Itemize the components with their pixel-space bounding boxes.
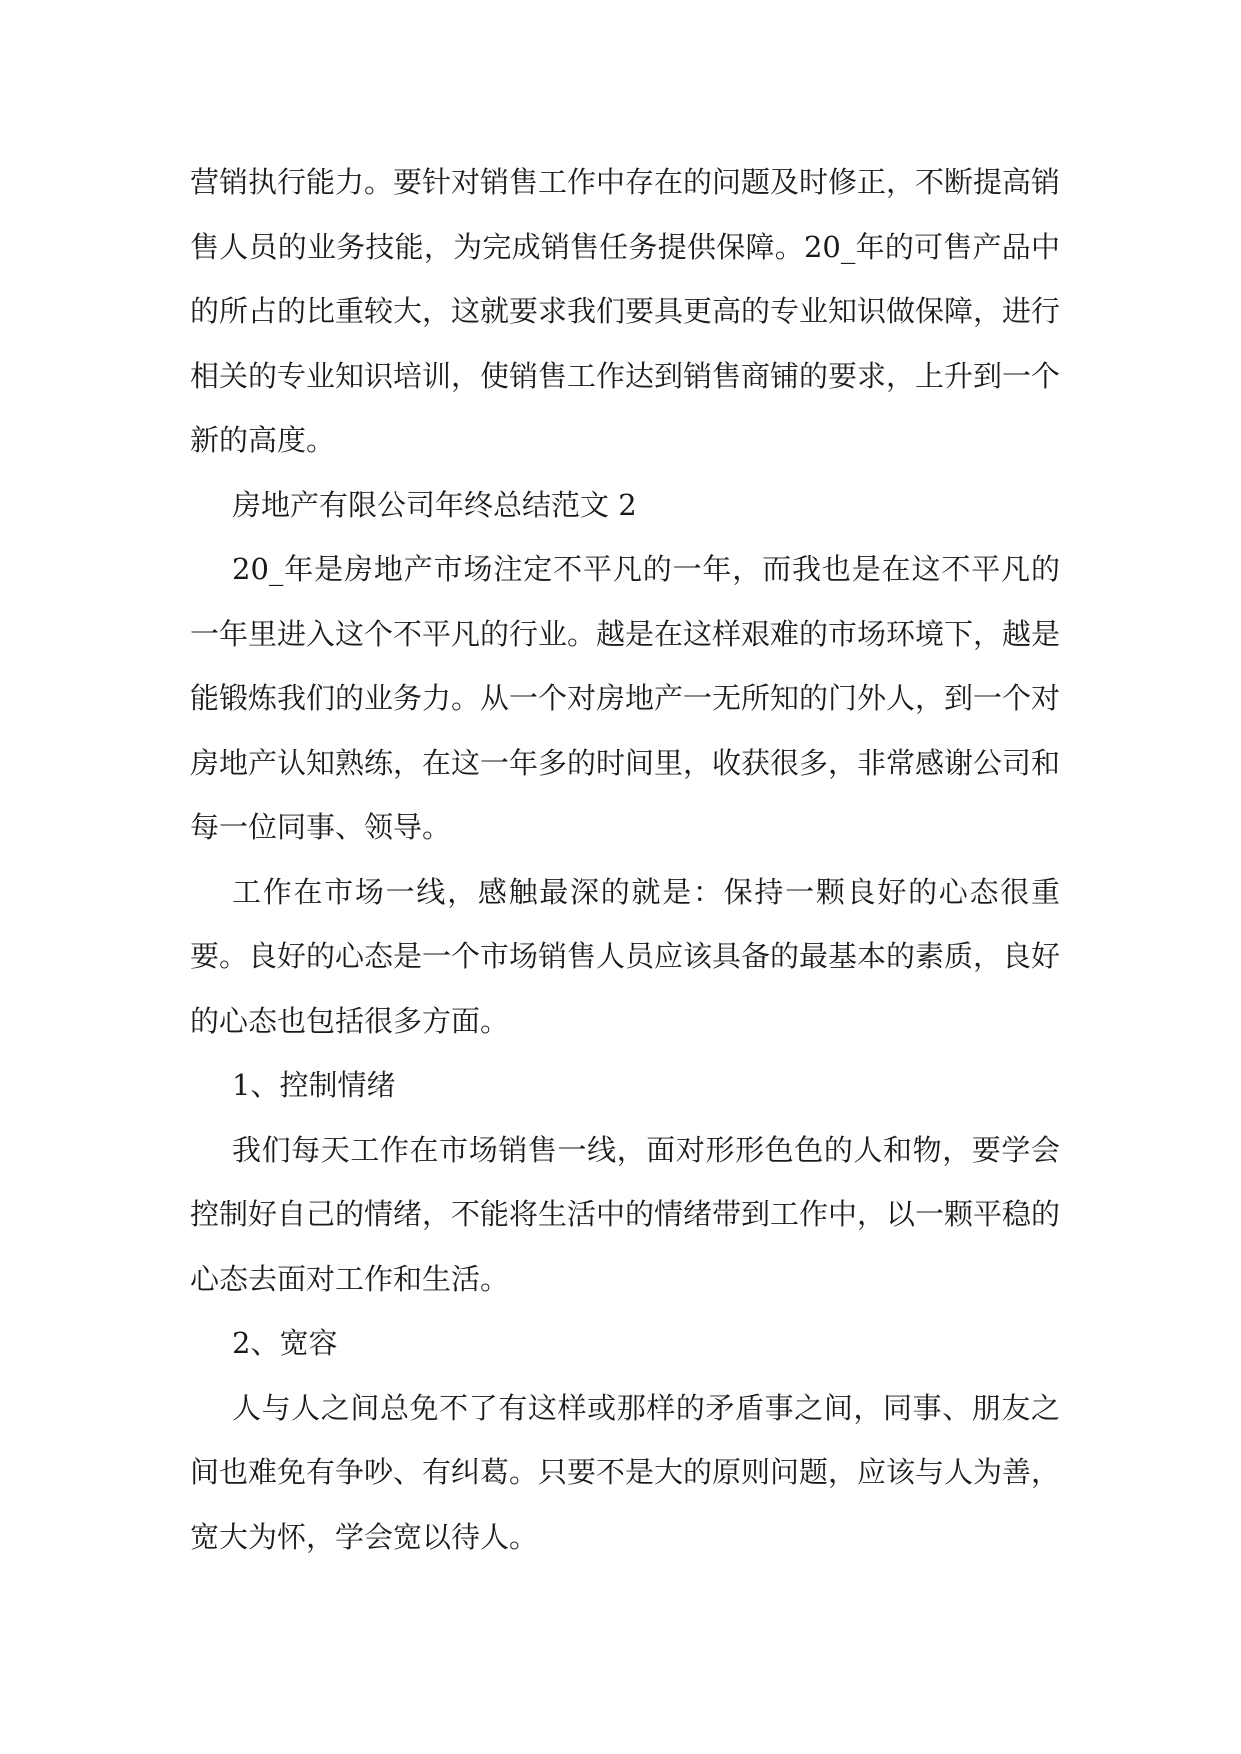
body-paragraph: 工作在市场一线，感触最深的就是：保持一颗良好的心态很重要。良好的心态是一个市场销售人员应该具备的最基本的素质，良好的心态也包括很多方面。 (190, 874, 1061, 1038)
body-paragraph: 营销执行能力。要针对销售工作中存在的问题及时修正，不断提高销售人员的业务技能，为完成销售任务提供保障。20_年的可售产品中的所占的比重较大，这就要求我们要具更高的专业知识做保障，进行相关的专业知识培训，使销售工作达到销售商铺的要求，上升到一个新的高度。 (190, 165, 1061, 457)
body-paragraph: 20_年是房地产市场注定不平凡的一年，而我也是在这不平凡的一年里进入这个不平凡的行业。越是在这样艰难的市场环境下，越是能锻炼我们的业务力。从一个对房地产一无所知的门外人，到一个对房地产认知熟练，在这一年多的时间里，收获很多，非常感谢公司和每一位同事、领导。 (190, 552, 1061, 844)
list-heading: 2、宽容 (232, 1326, 338, 1360)
list-heading: 1、控制情绪 (232, 1068, 396, 1102)
document-page (190, 150, 1060, 1569)
section-heading: 房地产有限公司年终总结范文 2 (232, 487, 637, 522)
body-paragraph: 我们每天工作在市场销售一线，面对形形色色的人和物，要学会控制好自己的情绪，不能将生活中的情绪带到工作中，以一颗平稳的心态去面对工作和生活。 (190, 1132, 1061, 1296)
body-paragraph: 人与人之间总免不了有这样或那样的矛盾事之间，同事、朋友之间也难免有争吵、有纠葛。只要不是大的原则问题，应该与人为善，宽大为怀，学会宽以待人。 (190, 1390, 1061, 1554)
